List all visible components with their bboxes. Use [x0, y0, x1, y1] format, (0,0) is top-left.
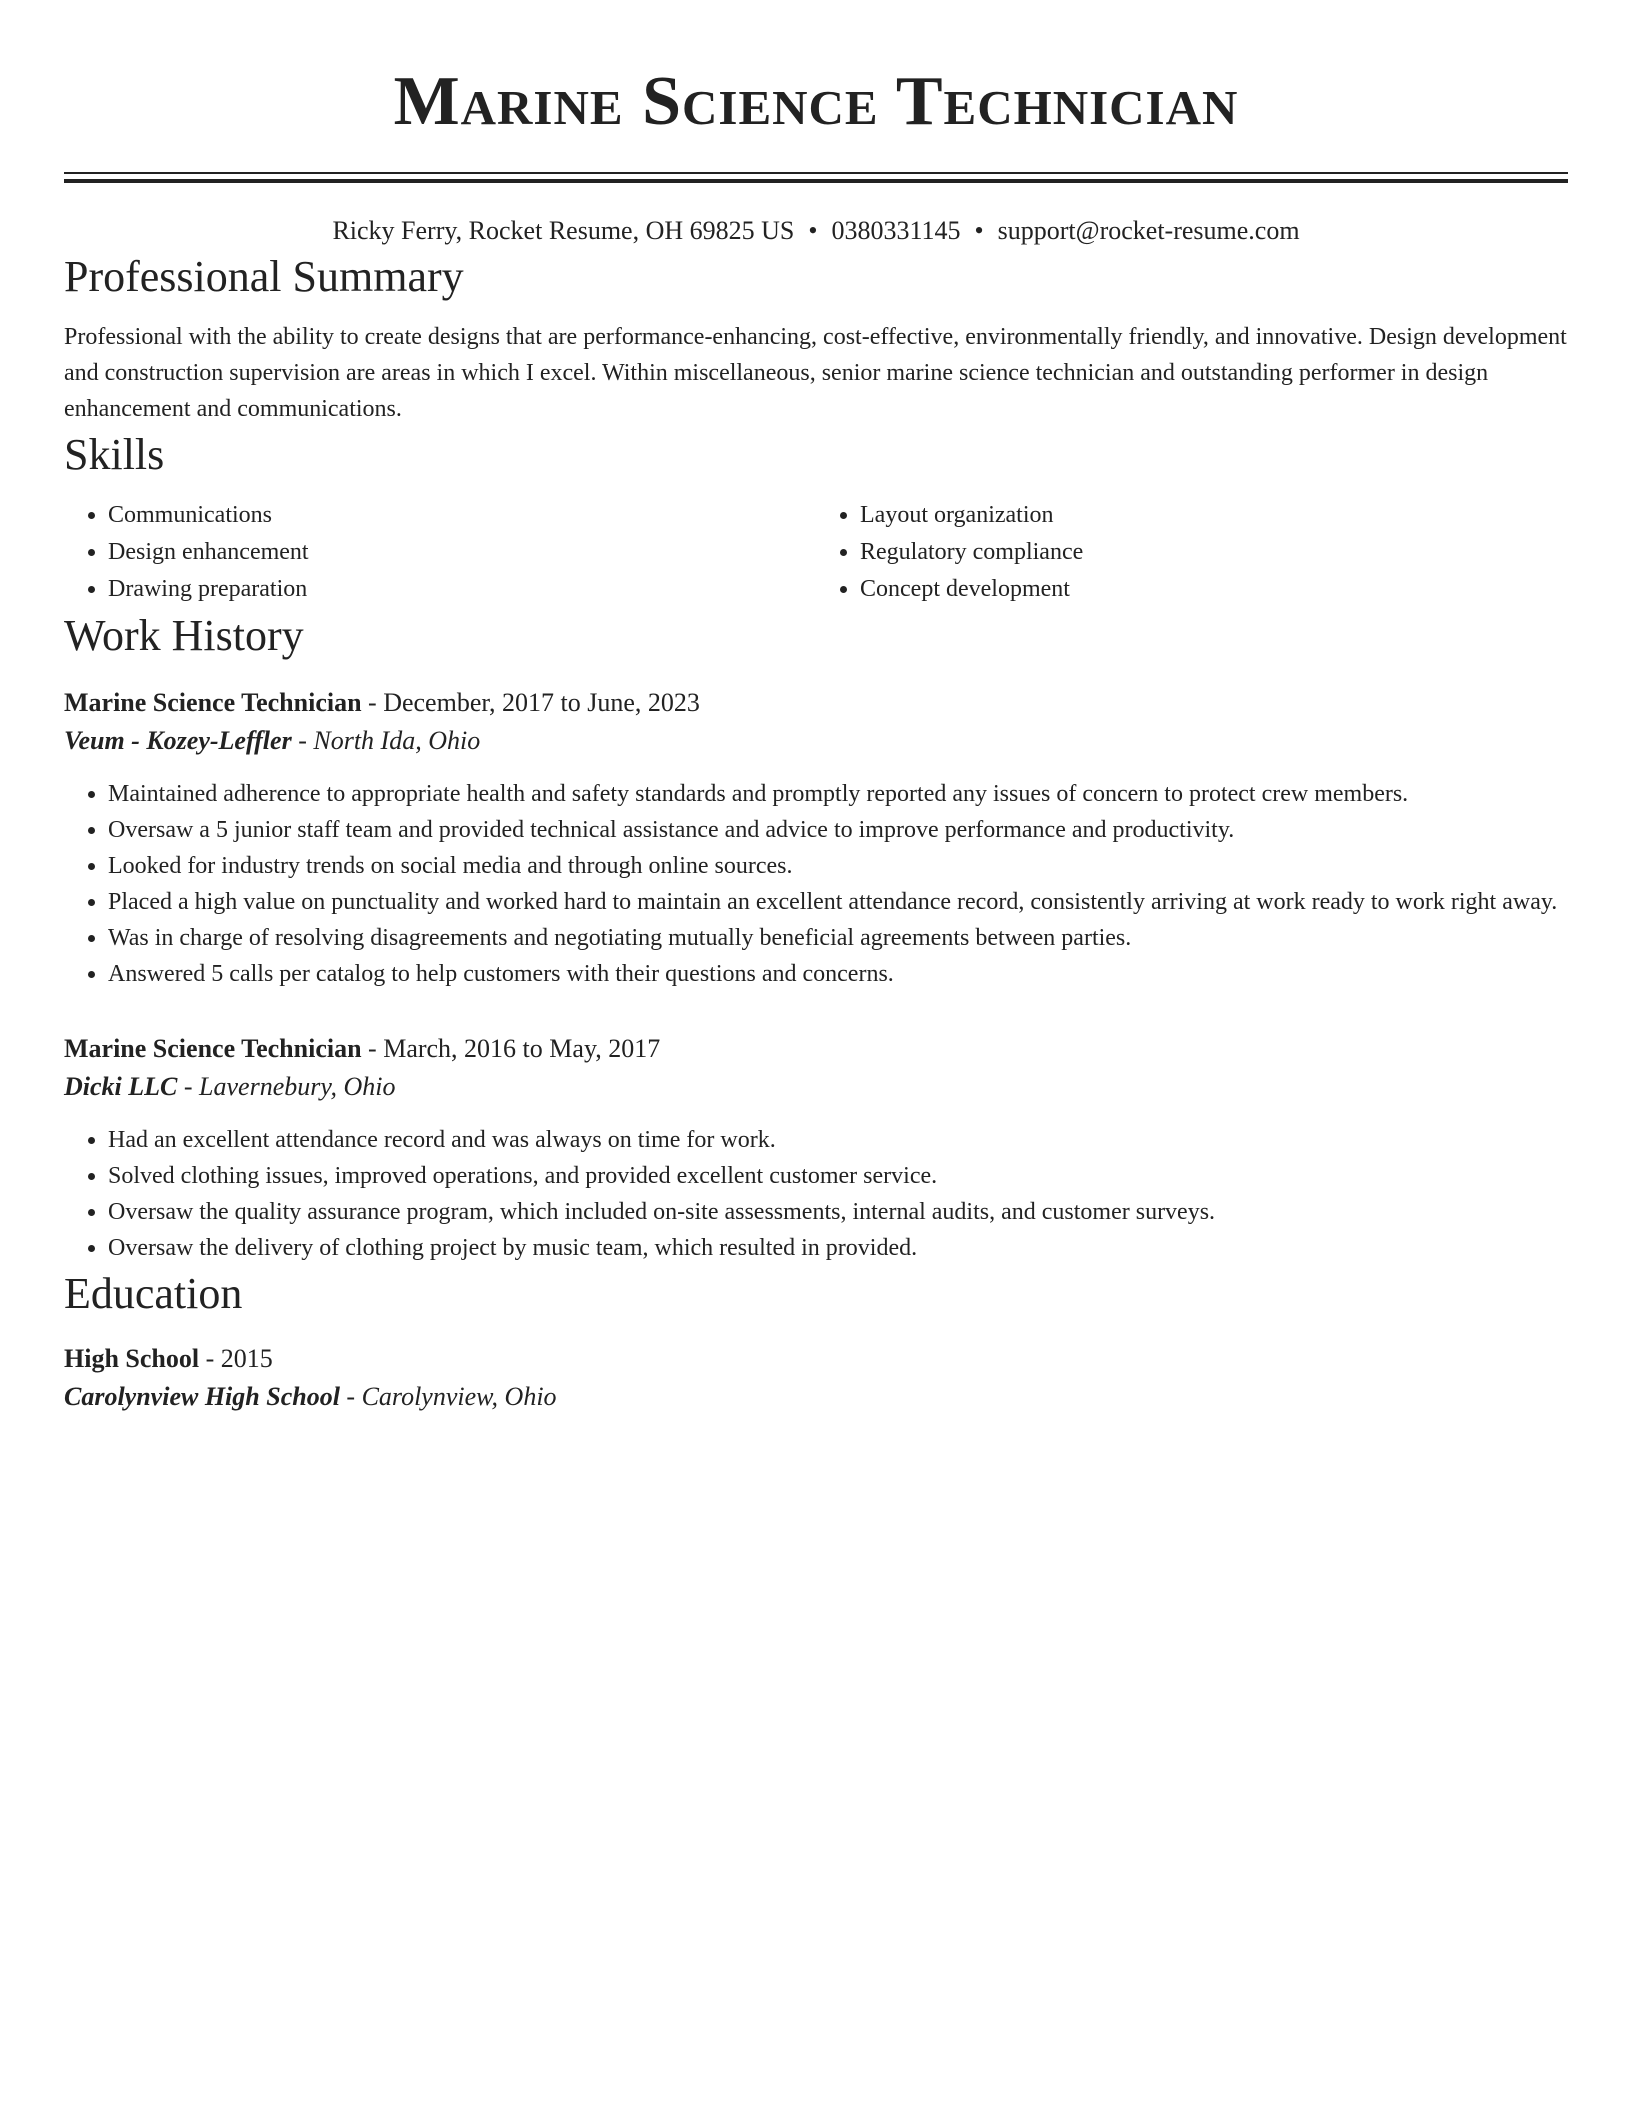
header-divider — [64, 172, 1568, 183]
job-role: Marine Science Technician — [64, 1034, 362, 1063]
contact-phone[interactable]: 0380331145 — [831, 216, 961, 245]
job-bullet: • Had an excellent attendance record and was always on time for work. — [108, 1122, 1568, 1158]
job-role: Marine Science Technician — [64, 688, 362, 717]
skills-grid — [64, 497, 1568, 608]
job-bullet: • Looked for industry trends on social media and through online sources. — [108, 848, 1568, 884]
job-bullet: • Oversaw a 5 junior staff team and provided technical assistance and advice to improve performance and productivity. — [108, 812, 1568, 848]
skills-column-left — [64, 497, 816, 608]
contact-line — [64, 213, 1568, 249]
contact-email[interactable]: support@rocket-resume.com — [997, 216, 1300, 245]
skill-item: • Drawing preparation — [108, 571, 816, 608]
job-company: Veum - Kozey-Leffler — [64, 726, 292, 755]
skill-item: • Design enhancement — [108, 534, 816, 571]
job-bullet: • Placed a high value on punctuality and worked hard to maintain an excellent attendance record, consistently arriving at work ready to work right away. — [108, 884, 1568, 920]
education-degree-line — [64, 1340, 1568, 1378]
job-dates: - March, 2016 to May, 2017 — [361, 1034, 661, 1063]
skill-item: • Communications — [108, 497, 816, 534]
job-bullet: • Solved clothing issues, improved operations, and provided excellent customer service. — [108, 1158, 1568, 1194]
job-header — [64, 1030, 1568, 1068]
education-school: Carolynview High School — [64, 1382, 340, 1411]
job-entry — [64, 684, 1568, 992]
job-company-line — [64, 1068, 1568, 1106]
job-company-line — [64, 722, 1568, 760]
summary-text: Professional with the ability to create designs that are performance-enhancing, cost-effective, environmentally friendly, and innovative. Design development and construction supervision are areas in which I excel. Within miscellaneous, senior marine science technician and outstanding performer in design enhancement and communications. — [64, 324, 1567, 422]
education-entry — [64, 1340, 1568, 1416]
education-school-line — [64, 1378, 1568, 1416]
skill-item: • Regulatory compliance — [860, 534, 1568, 571]
education-degree: High School — [64, 1344, 200, 1373]
job-bullet: • Oversaw the delivery of clothing project by music team, which resulted in provided. — [108, 1230, 1568, 1266]
job-bullets — [64, 776, 1568, 992]
job-bullet: • Was in charge of resolving disagreements and negotiating mutually beneficial agreements between parties. — [108, 920, 1568, 956]
skill-item: • Layout organization — [860, 497, 1568, 534]
job-entry — [64, 1030, 1568, 1266]
job-bullet: • Maintained adherence to appropriate health and safety standards and promptly reported any issues of concern to protect crew members. — [108, 776, 1568, 812]
work-history-heading: Work History — [64, 611, 304, 660]
education-location: - Carolynview, Ohio — [339, 1382, 557, 1411]
contact-address: Ricky Ferry, Rocket Resume, OH 69825 US — [332, 216, 795, 245]
job-bullet: • Oversaw the quality assurance program, which included on-site assessments, internal audits, and customer surveys. — [108, 1194, 1568, 1230]
education-heading: Education — [64, 1269, 243, 1318]
contact-separator: • — [808, 216, 818, 245]
contact-separator: • — [974, 216, 984, 245]
summary-heading: Professional Summary — [64, 252, 464, 301]
job-location: - North Ida, Ohio — [291, 726, 481, 755]
skills-heading: Skills — [64, 430, 165, 479]
skills-column-right — [816, 497, 1568, 608]
job-location: - Lavernebury, Ohio — [177, 1072, 396, 1101]
job-bullets — [64, 1122, 1568, 1266]
job-company: Dicki LLC — [64, 1072, 178, 1101]
job-bullet: • Answered 5 calls per catalog to help customers with their questions and concerns. — [108, 956, 1568, 992]
resume-name-title: Marine Science Technician — [393, 63, 1239, 140]
job-dates: - December, 2017 to June, 2023 — [361, 688, 700, 717]
education-year: - 2015 — [199, 1344, 273, 1373]
job-header — [64, 684, 1568, 722]
skill-item: • Concept development — [860, 571, 1568, 608]
